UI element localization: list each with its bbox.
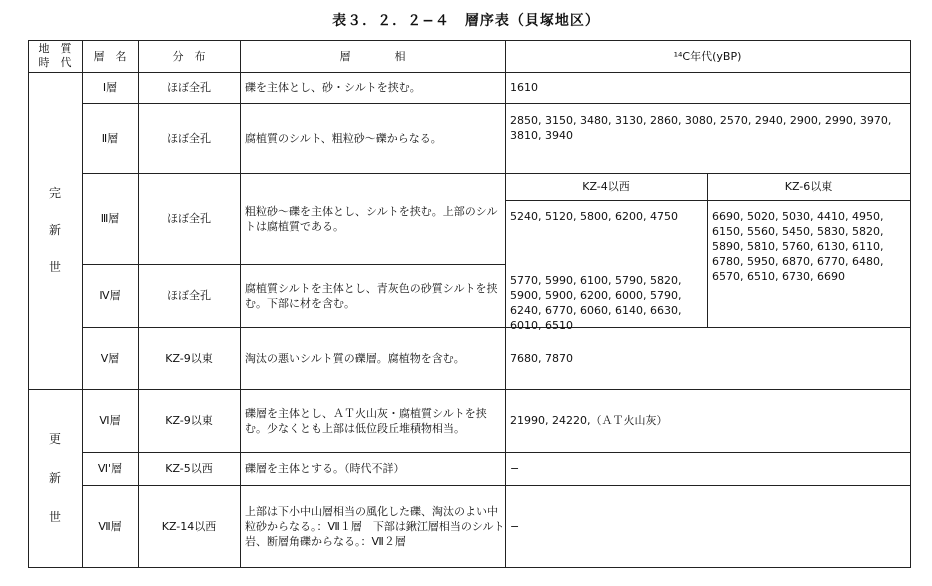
layer-distribution: KZ-9以東	[165, 414, 213, 427]
layer-age-west: 5770, 5990, 6100, 5790, 5820, 5900, 5900, 6200, 6000, 5790, 6240, 6770, 6060, 6140, 6630, 6010, 6510	[510, 274, 682, 332]
layer-name: Ⅳ層	[99, 289, 121, 302]
layer-facies: 腐植質シルトを主体とし、青灰色の砂質シルトを挟む。下部に材を含む。	[245, 281, 498, 310]
stratigraphy-table	[28, 40, 911, 568]
layer-facies: 礫層を主体とする。（時代不詳）	[245, 462, 405, 475]
layer-age: 1610	[510, 81, 538, 94]
layer-age-west: 5240, 5120, 5800, 6200, 4750	[510, 210, 678, 223]
layer-distribution: KZ-9以東	[165, 351, 213, 365]
era-pleistocene	[28, 389, 82, 567]
era-holocene	[28, 72, 82, 389]
layer-name: Ⅵ'層	[97, 462, 123, 475]
layer-distribution: KZ-14以西	[161, 519, 217, 533]
era-pleistocene-char: 世	[48, 509, 61, 524]
era-holocene-char: 完	[48, 186, 61, 200]
c14-east-header: KZ-6以東	[784, 180, 833, 193]
layer-age-east: 6690, 5020, 5030, 4410, 4950, 6150, 5560, 5450, 5830, 5820, 5890, 5810, 5760, 6130, 6110, 6780, 5950, 6870, 6770, 6480, 6570, 6510, 6730, 6690	[712, 210, 884, 283]
layer-name: Ⅱ層	[101, 131, 119, 145]
layer-age: −	[510, 519, 520, 533]
header-facies: 層 相	[339, 49, 406, 63]
layer-name: Ⅶ層	[98, 519, 122, 533]
layer-name: Ⅰ層	[102, 81, 118, 94]
layer-facies: 礫を主体とし、砂・シルトを挟む。	[245, 81, 421, 94]
layer-distribution: ほぼ全孔	[167, 131, 211, 145]
layer-name: Ⅴ層	[100, 351, 120, 365]
layer-name: Ⅵ層	[99, 414, 121, 427]
layer-distribution: KZ-5以西	[165, 462, 213, 475]
header-period-line2: 時 代	[38, 56, 72, 69]
c14-west-header: KZ-4以西	[582, 180, 630, 193]
header-period-line1: 地 質	[38, 42, 72, 55]
layer-age: 7680, 7870	[510, 351, 573, 365]
layer-age: 2850, 3150, 3480, 3130, 2860, 3080, 2570, 2940, 2900, 2990, 3970, 3810, 3940	[510, 114, 892, 142]
era-holocene-char: 新	[48, 223, 61, 237]
header-layer: 層 名	[93, 49, 127, 63]
era-pleistocene-char: 更	[48, 431, 61, 446]
layer-facies: 淘汰の悪いシルト質の礫層。腐植物を含む。	[245, 351, 465, 365]
header-c14: ¹⁴C年代(yBP)	[673, 49, 742, 63]
layer-age: 21990, 24220,（ＡＴ火山灰）	[510, 414, 668, 427]
header-distribution: 分 布	[172, 49, 206, 63]
table-title: 表３．２．２−４ 層序表（貝塚地区）	[332, 13, 600, 29]
layer-facies: 腐植質のシルト、粗粒砂〜礫からなる。	[245, 131, 442, 145]
era-holocene-char: 世	[48, 260, 61, 274]
layer-distribution: ほぼ全孔	[167, 289, 211, 302]
era-pleistocene-char: 新	[48, 470, 61, 485]
header-period	[28, 40, 82, 72]
layer-facies: 粗粒砂〜礫を主体とし、シルトを挟む。上部のシルトは腐植質である。	[245, 204, 498, 233]
layer-facies: 上部は下小中山層相当の風化した礫、淘汰のよい中粒砂からなる。：Ⅶ１層 下部は鍬江層相当のシルト岩、断層角礫からなる。：Ⅶ２層	[245, 504, 505, 548]
layer-name: Ⅲ層	[100, 212, 120, 225]
layer-distribution: ほぼ全孔	[167, 212, 211, 225]
layer-facies: 礫層を主体とし、ＡＴ火山灰・腐植質シルトを挟む。少なくとも上部は低位段丘堆積物相当。	[245, 406, 487, 435]
layer-distribution: ほぼ全孔	[167, 81, 211, 94]
layer-age: −	[510, 462, 520, 475]
